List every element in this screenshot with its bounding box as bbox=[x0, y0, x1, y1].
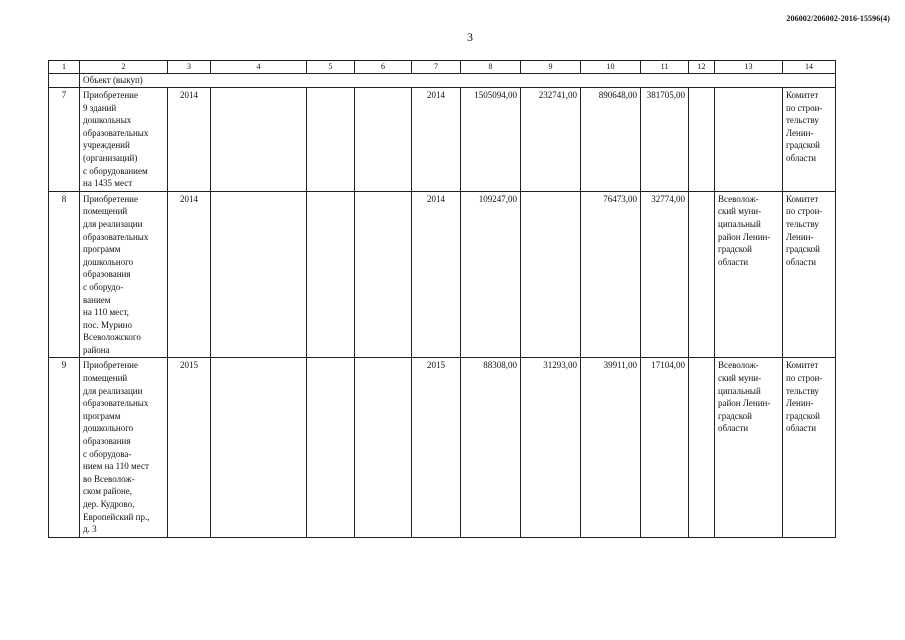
column-number-row bbox=[49, 61, 836, 74]
column-number: 11 bbox=[641, 61, 689, 74]
column-number: 5 bbox=[307, 61, 355, 74]
table-row bbox=[49, 191, 836, 358]
object-name: Приобретение помещений для реализации образовательных программ дошкольного образования с оборудова- нием на 110 мест во Всеволож- ском районе, дер. Кудрово, Европейский пр., д. 3 bbox=[80, 358, 168, 537]
customer: Комитет по строи- тельству Ленин- градской области bbox=[783, 88, 836, 192]
table-row bbox=[49, 88, 836, 192]
amount-col9: 232741,00 bbox=[521, 88, 581, 192]
cell-col5 bbox=[307, 358, 355, 537]
total-amount: 109247,00 bbox=[461, 191, 521, 358]
column-number: 4 bbox=[211, 61, 307, 74]
cell-col4 bbox=[211, 358, 307, 537]
column-number: 3 bbox=[168, 61, 211, 74]
cell-col4 bbox=[211, 88, 307, 192]
cell-col4 bbox=[211, 191, 307, 358]
year-end: 2014 bbox=[412, 191, 461, 358]
column-number: 7 bbox=[412, 61, 461, 74]
customer: Комитет по строи- тельству Ленин- градской области bbox=[783, 358, 836, 537]
column-number: 9 bbox=[521, 61, 581, 74]
amount-col11: 17104,00 bbox=[641, 358, 689, 537]
customer: Комитет по строи- тельству Ленин- градской области bbox=[783, 191, 836, 358]
year-end: 2014 bbox=[412, 88, 461, 192]
amount-col10: 890648,00 bbox=[581, 88, 641, 192]
column-number: 6 bbox=[355, 61, 412, 74]
cell-col5 bbox=[307, 191, 355, 358]
cell-col12 bbox=[689, 88, 715, 192]
row-number: 7 bbox=[49, 88, 80, 192]
cell-col12 bbox=[689, 191, 715, 358]
column-number: 10 bbox=[581, 61, 641, 74]
amount-col11: 381705,00 bbox=[641, 88, 689, 192]
amount-col9: 31293,00 bbox=[521, 358, 581, 537]
section-row bbox=[49, 74, 836, 88]
amount-col9 bbox=[521, 191, 581, 358]
column-number: 8 bbox=[461, 61, 521, 74]
object-name: Приобретение 9 зданий дошкольных образовательных учреждений (организаций) с оборудованием на 1435 мест bbox=[80, 88, 168, 192]
year-end: 2015 bbox=[412, 358, 461, 537]
column-number: 2 bbox=[80, 61, 168, 74]
column-number: 13 bbox=[715, 61, 783, 74]
page-number: 3 bbox=[467, 30, 473, 44]
table-row bbox=[49, 358, 836, 537]
municipality bbox=[715, 88, 783, 192]
column-number: 14 bbox=[783, 61, 836, 74]
municipality: Всеволож- ский муни- ципальный район Ленин- градской области bbox=[715, 358, 783, 537]
municipality: Всеволож- ский муни- ципальный район Ленин- градской области bbox=[715, 191, 783, 358]
row-number: 9 bbox=[49, 358, 80, 537]
cell-col5 bbox=[307, 88, 355, 192]
cell-col12 bbox=[689, 358, 715, 537]
document-id: 206002/206002-2016-15596(4) bbox=[786, 14, 890, 23]
year-start: 2014 bbox=[168, 88, 211, 192]
cell-col6 bbox=[355, 191, 412, 358]
year-start: 2014 bbox=[168, 191, 211, 358]
column-number: 1 bbox=[49, 61, 80, 74]
total-amount: 1505094,00 bbox=[461, 88, 521, 192]
section-label: Объект (выкуп) bbox=[80, 74, 836, 88]
total-amount: 88308,00 bbox=[461, 358, 521, 537]
amount-col10: 39911,00 bbox=[581, 358, 641, 537]
row-number: 8 bbox=[49, 191, 80, 358]
data-table bbox=[48, 60, 836, 538]
year-start: 2015 bbox=[168, 358, 211, 537]
amount-col11: 32774,00 bbox=[641, 191, 689, 358]
amount-col10: 76473,00 bbox=[581, 191, 641, 358]
cell-col6 bbox=[355, 358, 412, 537]
object-name: Приобретение помещений для реализации образовательных программ дошкольного образования с оборудо- ванием на 110 мест, пос. Мурино Всеволожского района bbox=[80, 191, 168, 358]
cell-col6 bbox=[355, 88, 412, 192]
column-number: 12 bbox=[689, 61, 715, 74]
